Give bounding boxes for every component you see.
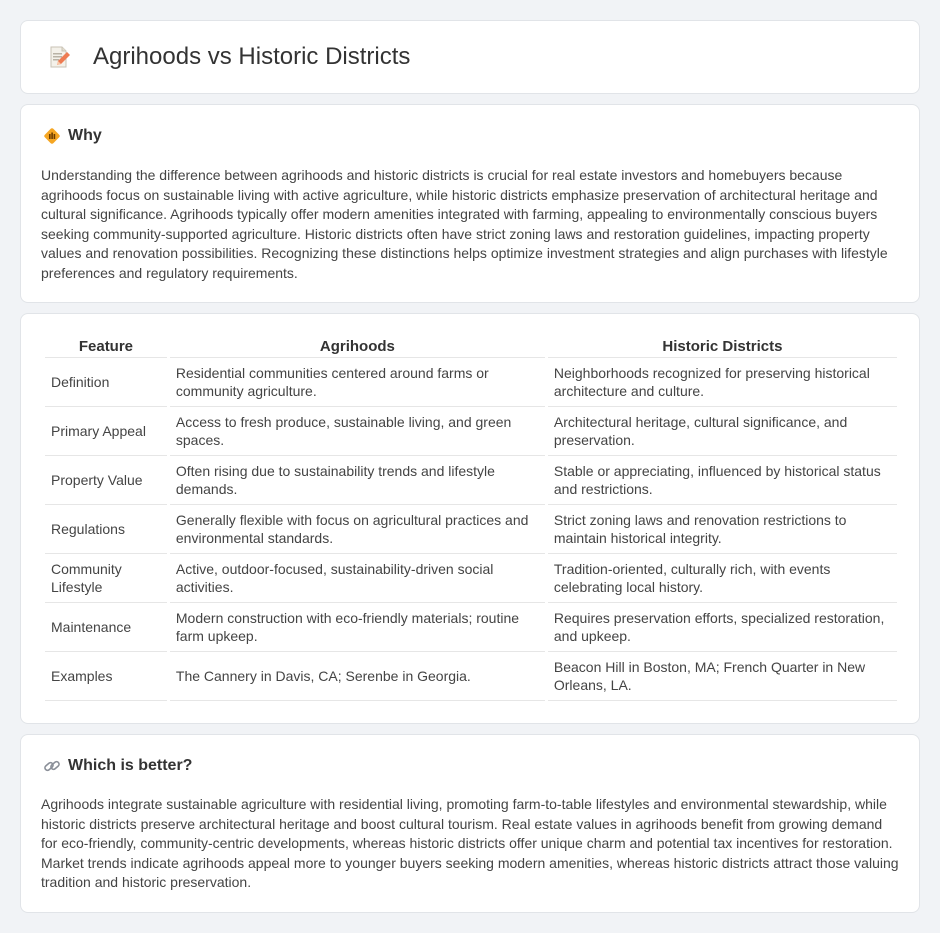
which-is-better-section: [20, 734, 920, 913]
better-heading: [43, 757, 192, 775]
better-title: Which is better?: [68, 757, 193, 774]
agrihoods-cell: Active, outdoor-focused, sustainability-driven social activities.: [170, 554, 545, 603]
historic-cell: Tradition-oriented, culturally rich, with events celebrating local history.: [548, 554, 897, 603]
title-card: [20, 20, 920, 94]
agrihoods-cell: Access to fresh produce, sustainable living, and green spaces.: [170, 407, 545, 456]
historic-cell: Neighborhoods recognized for preserving historical architecture and culture.: [548, 358, 897, 407]
better-text: Agrihoods integrate sustainable agriculture with residential living, promoting farm-to-table lifestyles and environmental stewardship, while historic districts preserve architectural heritage and boost cultural tourism. Real estate values in agrihoods benefit from growing demand for eco-friendly, community-centric developments, whereas historic districts offer unique charm and potential tax incentives for restoration. Market trends indicate agrihoods appeal more to younger buyers seeking modern amenities, whereas historic districts attract those valuing tradition and historic preservation.: [41, 796, 899, 890]
why-heading: [43, 127, 102, 145]
link-icon: [43, 757, 61, 775]
diamond-warning-icon: [43, 127, 61, 145]
feature-cell: Property Value: [45, 456, 167, 505]
historic-cell: Requires preservation efforts, specialized restoration, and upkeep.: [548, 603, 897, 652]
column-header-historic-districts: Historic Districts: [548, 336, 897, 358]
feature-cell: Primary Appeal: [45, 407, 167, 456]
why-text: Understanding the difference between agrihoods and historic districts is crucial for real estate investors and homebuyers because agrihoods focus on sustainable living with active agriculture, while historic districts emphasize preservation of architectural heritage and cultural significance. Agrihoods typically offer modern amenities integrated with farming, appealing to environmentally conscious buyers seeking community-supported agriculture. Historic districts often have strict zoning laws and restoration guidelines, impacting property values and renovation possibilities. Recognizing these distinctions helps optimize investment strategies and align purchases with lifestyle preferences and regulatory requirements.: [41, 167, 888, 281]
historic-cell: Stable or appreciating, influenced by historical status and restrictions.: [548, 456, 897, 505]
table-row: [45, 652, 897, 701]
historic-cell: Architectural heritage, cultural significance, and preservation.: [548, 407, 897, 456]
table-row: [45, 505, 897, 554]
column-header-agrihoods: Agrihoods: [170, 336, 545, 358]
table-row: [45, 603, 897, 652]
feature-cell: Maintenance: [45, 603, 167, 652]
historic-cell: Strict zoning laws and renovation restrictions to maintain historical integrity.: [548, 505, 897, 554]
comparison-table: [42, 336, 900, 701]
why-title: Why: [68, 127, 102, 144]
page-title: Agrihoods vs Historic Districts: [93, 43, 411, 70]
why-section: [20, 104, 920, 303]
agrihoods-cell: Modern construction with eco-friendly materials; routine farm upkeep.: [170, 603, 545, 652]
feature-cell: Community Lifestyle: [45, 554, 167, 603]
feature-cell: Examples: [45, 652, 167, 701]
document-pencil-icon: [47, 45, 71, 69]
agrihoods-cell: Residential communities centered around farms or community agriculture.: [170, 358, 545, 407]
historic-cell: Beacon Hill in Boston, MA; French Quarter in New Orleans, LA.: [548, 652, 897, 701]
agrihoods-cell: Often rising due to sustainability trends and lifestyle demands.: [170, 456, 545, 505]
column-header-feature: Feature: [45, 336, 167, 358]
comparison-section: [20, 313, 920, 724]
agrihoods-cell: The Cannery in Davis, CA; Serenbe in Georgia.: [170, 652, 545, 701]
feature-cell: Regulations: [45, 505, 167, 554]
table-row: [45, 407, 897, 456]
agrihoods-cell: Generally flexible with focus on agricultural practices and environmental standards.: [170, 505, 545, 554]
table-row: [45, 456, 897, 505]
table-header-row: [45, 336, 897, 358]
table-row: [45, 554, 897, 603]
feature-cell: Definition: [45, 358, 167, 407]
table-row: [45, 358, 897, 407]
